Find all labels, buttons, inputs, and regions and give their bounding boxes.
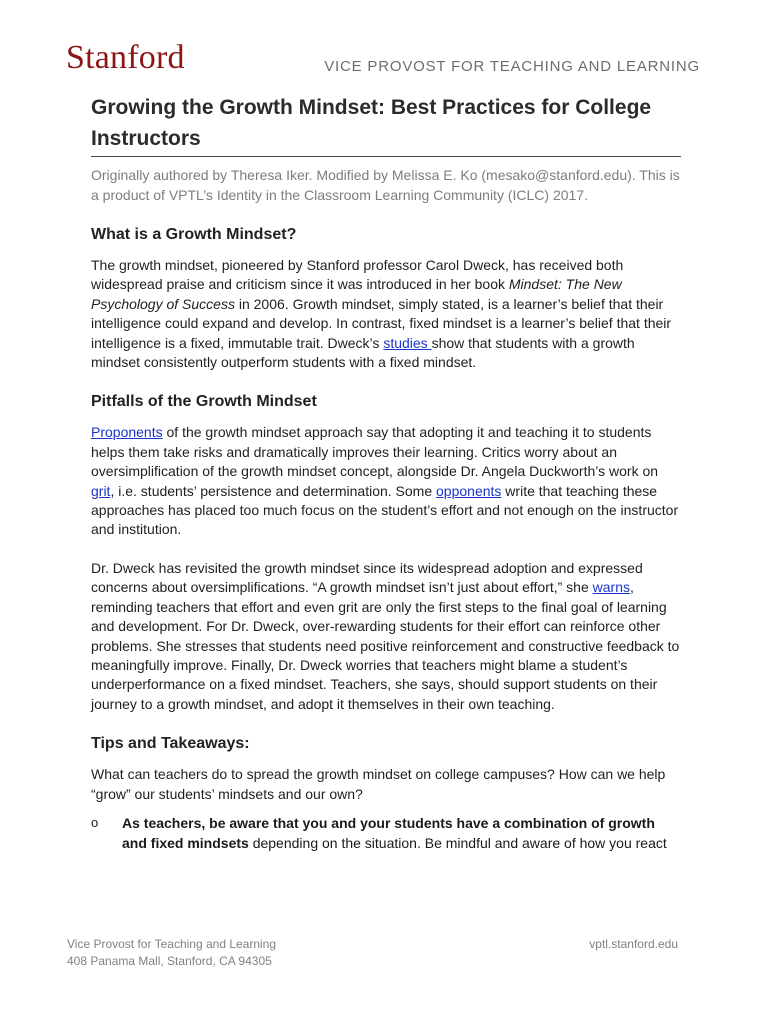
page-header: [0, 0, 768, 90]
studies-link[interactable]: studies: [383, 334, 432, 351]
paragraph-growth-mindset-intro: [91, 256, 681, 372]
department-name: VICE PROVOST FOR TEACHING AND LEARNING: [324, 58, 700, 75]
proponents-link[interactable]: Proponents: [91, 424, 163, 441]
paragraph-pitfalls-1: [91, 423, 681, 539]
text-run: in 2006. Growth mindset, simply stated, is a learner’s belief that their intelligence could expand and develop. In contrast, fixed mindset is a learner’s belief that their intelligence is a fixed, immutable trait. Dweck’s: [91, 295, 672, 351]
section-heading-pitfalls: Pitfalls of the Growth Mindset: [91, 393, 317, 411]
list-item: [91, 813, 681, 853]
bullet-bold-text: As teachers, be aware that you and your students have a combination of growth and fixed mindsets: [122, 814, 655, 851]
footer-address: 408 Panama Mall, Stanford, CA 94305: [67, 954, 272, 968]
opponents-link[interactable]: opponents: [436, 482, 502, 499]
warns-link[interactable]: warns: [592, 579, 631, 596]
paragraph-pitfalls-2: [91, 559, 681, 714]
footer-url[interactable]: vptl.stanford.edu: [589, 937, 678, 951]
document-title: Growing the Growth Mindset: Best Practices for College Instructors: [91, 92, 681, 157]
text-run: The growth mindset, pioneered by Stanford professor Carol Dweck, has received both widespread praise and criticism since it was introduced in her book: [91, 257, 624, 293]
book-title: Mindset: The New Psychology of Success: [91, 276, 622, 312]
text-run: , i.e. students’ persistence and determination. Some: [110, 482, 437, 499]
grit-link[interactable]: grit: [91, 482, 111, 499]
paragraph-tips-intro: What can teachers do to spread the growth mindset on college campuses? How can we help “grow” our students’ mindsets and our own?: [91, 766, 666, 802]
text-run: of the growth mindset approach say that adopting it and teaching it to students helps them take risks and dramatically improves their learning. Critics worry about an oversimplification of the growth mindset concept, alongside Dr. Angela Duckworth’s work on: [91, 424, 659, 480]
text-run: Dr. Dweck has revisited the growth mindset since its widespread adoption and expressed concerns about oversimplifications. “A growth mindset isn’t just about effort,” she: [91, 559, 643, 596]
bullet-marker: o: [91, 814, 99, 830]
section-heading-tips: Tips and Takeaways:: [91, 735, 250, 753]
text-run: show that students with a growth mindset consistently outperform students with a fixed mindset.: [91, 334, 635, 371]
text-run: depending on the situation. Be mindful and aware of how you react: [248, 834, 667, 851]
document-body: [91, 92, 681, 853]
stanford-logo[interactable]: Stanford: [66, 39, 185, 76]
section-heading-what-is: What is a Growth Mindset?: [91, 226, 297, 243]
footer-org-name: Vice Provost for Teaching and Learning: [67, 937, 277, 951]
footer-org: [67, 936, 276, 970]
text-run: write that teaching these approaches has placed too much focus on the student’s effort and not enough on the instructor and institution.: [91, 482, 679, 538]
document-byline: Originally authored by Theresa Iker. Modified by Melissa E. Ko (mesako@stanford.edu). This is a product of VPTL’s Identity in the Classroom Learning Community (ICLC) 2017.: [91, 167, 680, 203]
text-run: , reminding teachers that effort and even grit are only the first steps to the final goal of learning and development. For Dr. Dweck, over-rewarding students for their effort can reinforce other problems. She stresses that students need positive reinforcement and constructive feedback to meaningfully improve. Finally, Dr. Dweck worries that teachers might blame a student’s underperformance on a fixed mindset. Teachers, she says, should support students on their journey to a growth mindset, and adopt it themselves in their own teaching.: [91, 579, 680, 712]
